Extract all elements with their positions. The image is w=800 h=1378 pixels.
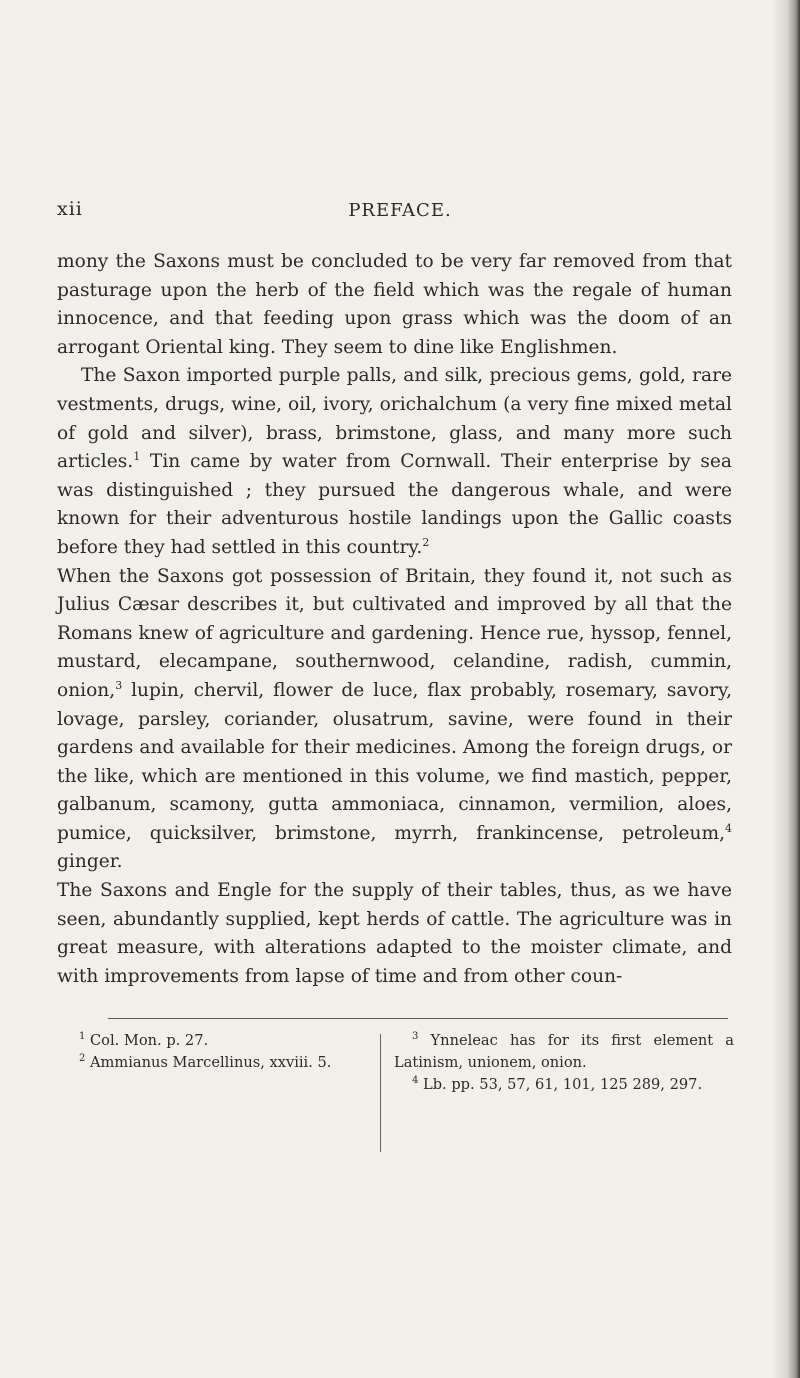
- paragraph-text: mony the Saxons must be concluded to be very far removed from that pasturage upon the herb of the field which was the regale of human innocence, and that feeding upon grass which was the doom of an arrogant Oriental king. They seem to dine like Englishmen.: [57, 251, 732, 358]
- paragraph-text: When the Saxons got possession of Britain, they found it, not such as Julius Cæsar describes it, but cultivated and improved by all that the Romans knew of agriculture and gardening. Hence rue, hyssop, fennel, mustard, elecampane, southernwood, celandine, radish, cummin, onion,: [57, 565, 732, 701]
- folio: xii: [57, 198, 83, 220]
- footnote-text: Lb. pp. 53, 57, 61, 101, 125 289, 297.: [418, 1076, 703, 1093]
- footnote-column-divider: [380, 1034, 381, 1152]
- footnotes-right-column: [394, 1030, 734, 1096]
- footnote-number: 2: [79, 1053, 86, 1065]
- footnote: [394, 1030, 734, 1074]
- body-text: [57, 248, 732, 991]
- paragraph-text: Tin came by water from Cornwall. Their enterprise by sea was distinguished ; they pursued the dangerous whale, and were known for their adventurous hostile landings upon the Gallic coasts before they had settled in this country.: [57, 451, 732, 558]
- footnote-marker: 3: [115, 678, 123, 692]
- footnote-text: Col. Mon. p. 27.: [85, 1032, 209, 1049]
- footnote: [57, 1030, 377, 1052]
- paragraph-text: ginger.: [57, 851, 123, 873]
- footnote-marker: 1: [133, 449, 141, 463]
- footnote: [57, 1052, 377, 1074]
- footnotes-left-column: [57, 1030, 377, 1074]
- footnote: [394, 1074, 734, 1096]
- paragraph-text: The Saxons and Engle for the supply of their tables, thus, as we have seen, abundantly supplied, kept herds of cattle. The agriculture was in great measure, with alterations adapted to the moister climate, and with improvements from lapse of time and from other coun-: [57, 880, 732, 987]
- footnote-rule: [108, 1018, 728, 1019]
- footnote-marker: 2: [422, 535, 430, 549]
- page-header: [0, 198, 800, 228]
- footnote-marker: 4: [725, 821, 732, 835]
- running-head: PREFACE.: [348, 200, 452, 221]
- footnote-text: Ynneleac has for its first element a Latinism, unionem, onion.: [394, 1032, 734, 1071]
- page-edge-shadow: [772, 0, 800, 1378]
- paragraph: [57, 248, 732, 362]
- paragraph-text: The Saxon imported purple palls, and silk, precious gems, gold, rare vestments, drugs, wine, oil, ivory, orichalchum (a very fine mixed metal of gold and silver), brass, brimstone, glass, and many more such articles.: [57, 365, 732, 473]
- paragraph-text: lupin, chervil, flower de luce, flax probably, rosemary, savory, lovage, parsley, coriander, olusatrum, savine, were found in their gardens and available for their medicines. Among the foreign drugs, or the like, which are mentioned in this volume, we find mastich, pepper, galbanum, scamony, gutta ammoniaca, cinnamon, vermilion, aloes, pumice, quicksilver, brimstone, myrrh, frankincense, petroleum,: [57, 679, 732, 844]
- paragraph: [57, 362, 732, 562]
- footnote-text: Ammianus Marcellinus, xxviii. 5.: [85, 1054, 332, 1071]
- paragraph: [57, 563, 732, 878]
- paragraph: [57, 877, 732, 991]
- footnote-number: 4: [412, 1075, 419, 1087]
- footnote-number: 3: [412, 1031, 419, 1043]
- footnote-number: 1: [79, 1031, 86, 1043]
